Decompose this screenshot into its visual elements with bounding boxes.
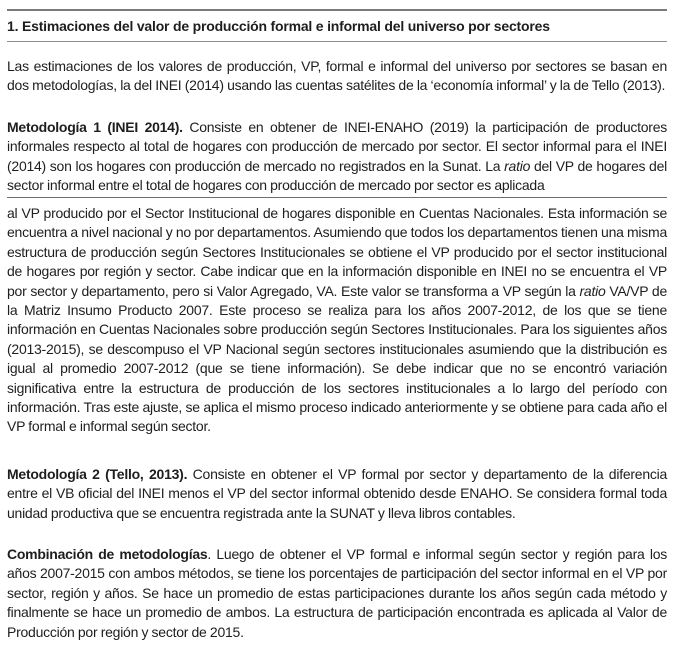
combination-text: . Luego de obtener el VP formal e informal según sector y región para los años 2007-2015 con ambos métodos, se tiene los porcentajes de participación del sector informal en el VP por sector, región y años. Se hace un promedio de estas participaciones durante los años según cada método y finalmente se hace un promedio de ambos. La estructura de participación encontrada es aplicada al Valor de Producción por región y sector de 2015. [7, 546, 667, 640]
top-rule [7, 9, 667, 11]
continuation-text-a: al VP producido por el Sector Institucional de hogares disponible en Cuentas Nacionales. Esta información se encuentra a nivel nacional y no por departamentos. Asumiendo que todos los departamentos tienen una misma estructura de producción según Sectores Institucionales se obtiene el VP producido por el sector institucional de hogares por región y sector. Cabe indicar que en la información disponible en INEI no se encuentra el VP por sector y departamento, pero si Valor Agregado, VA. Este valor se transforma a VP según la [7, 205, 667, 299]
method2-text: Consiste en obtener el VP formal por sector y departamento de la diferencia entre el VB oficial del INEI menos el VP del sector informal obtenido desde ENAHO. Se considera formal toda unidad productiva que se encuentra registrada ante la SUNAT y lleva libros contables. [7, 466, 668, 521]
continuation-text-b: VA/VP de la Matriz Insumo Producto 2007. Este proceso se realiza para los años 2007-2012, de los que se tiene información en Cuentas Nacionales sobre producción según Sectores Institucionales. Para los siguientes años (2013-2015), se descompuso el VP Nacional según sectores institucionales asumiendo que la distribución es igual al promedio 2007-2012 (que se tiene información). Se debe indicar que no se encontró variación significativa entre la estructura de producción de los sectores institucionales a lo largo del período con información. Tras este ajuste, se aplica el mismo proceso indicado anteriormente y se obtiene para cada año el VP formal e informal según sector. [7, 282, 667, 435]
combination-label: Combinación de metodologías [7, 546, 208, 562]
page-break-divider [7, 197, 667, 198]
continuation-ratio-word: ratio [579, 282, 606, 299]
continuation-paragraph [7, 204, 667, 437]
heading-divider [7, 41, 667, 42]
method2-paragraph [7, 465, 667, 523]
method1-text-b: del VP de hogares del sector informal entre el total de hogares con producción de mercado por sector es aplicada [7, 157, 667, 194]
method1-paragraph [7, 118, 667, 196]
method1-ratio-word: ratio [504, 157, 531, 174]
method2-label: Metodología 2 (Tello, 2013). [7, 466, 188, 482]
intro-text: Las estimaciones de los valores de producción, VP, formal e informal del universo por sectores se basan en dos metodologías, la del INEI (2014) usando las cuentas satélites de la ‘economía informal’ y la de Tello (2013). [7, 58, 667, 94]
combination-paragraph [7, 545, 667, 642]
method1-text-a: Consiste en obtener de INEI-ENAHO (2019) la participación de productores informales respecto al total de hogares con producción de mercado por sector. El sector informal para el INEI (2014) son los hogares con producción de mercado no registrados en la Sunat. La [7, 119, 667, 174]
method1-label: Metodología 1 (INEI 2014). [7, 119, 183, 135]
section-heading: 1. Estimaciones del valor de producción formal e informal del universo por sectores [7, 18, 550, 34]
intro-paragraph [7, 57, 667, 96]
